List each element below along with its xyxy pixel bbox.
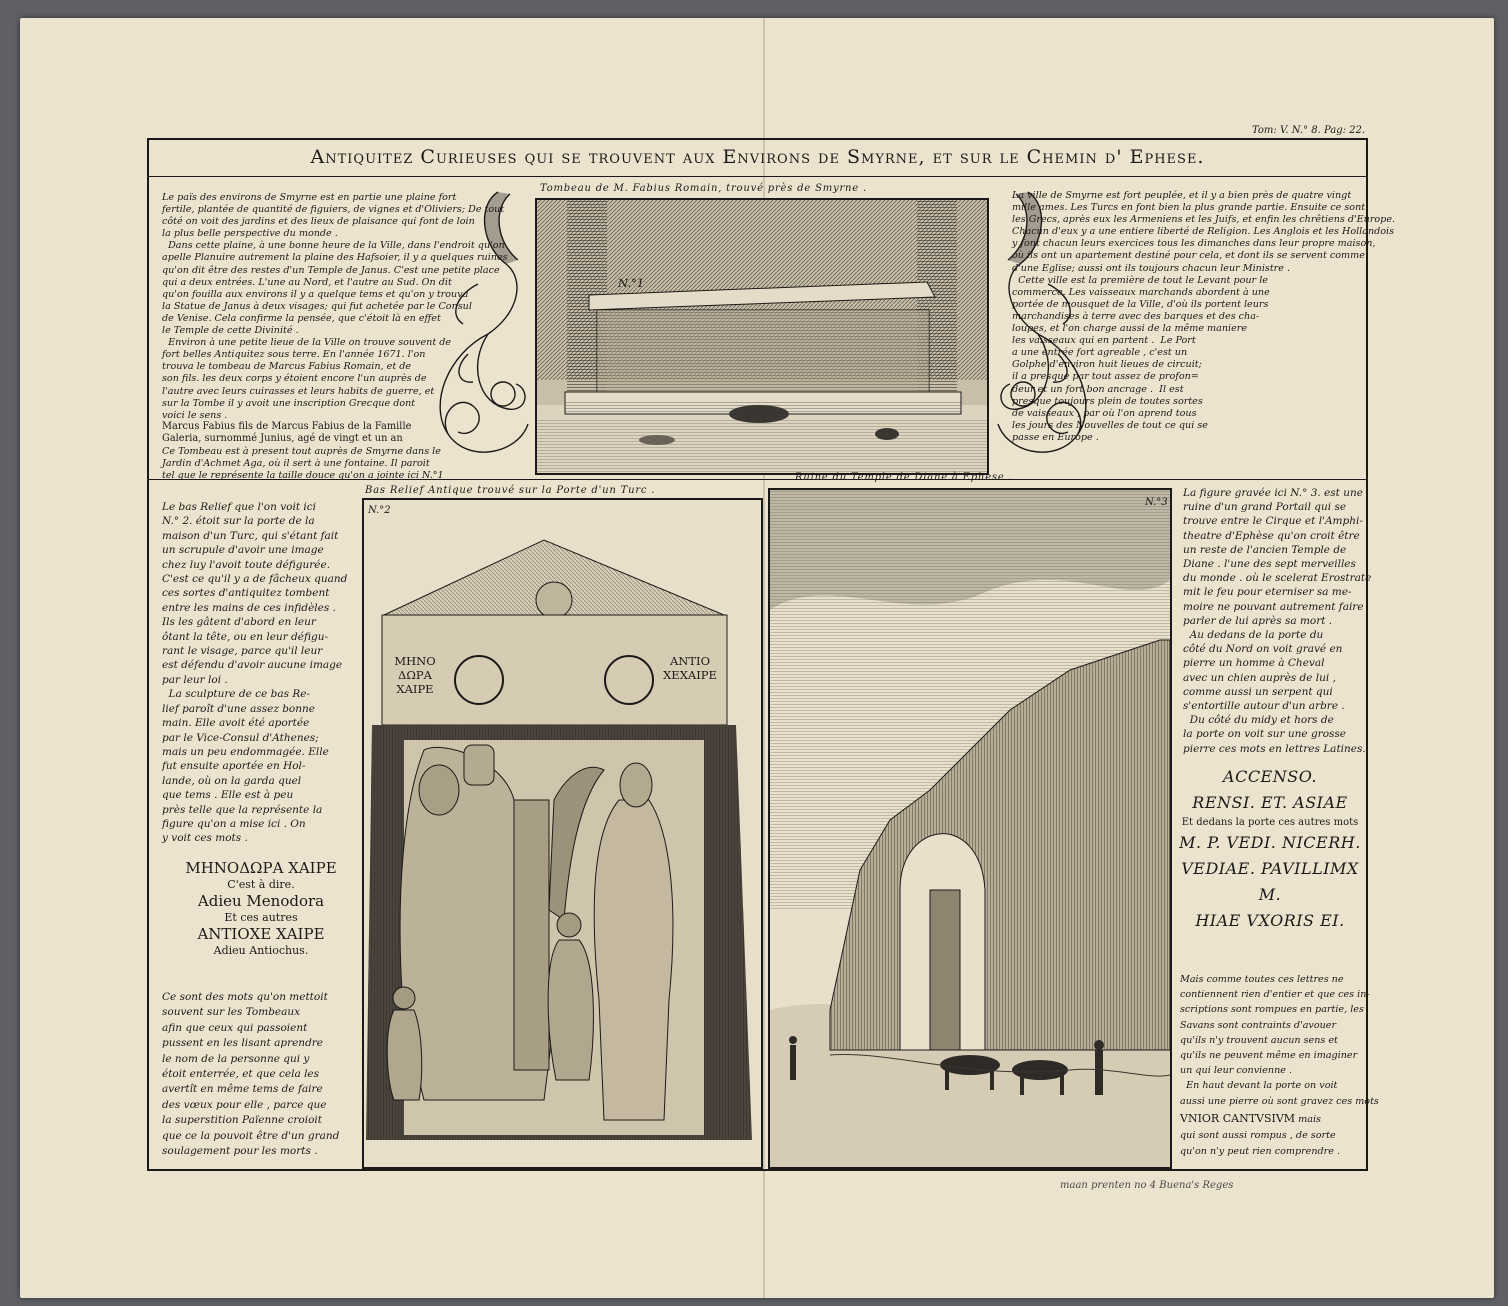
figure2-frame [362,498,763,1169]
greek-block [150,858,372,957]
text-left [162,500,347,846]
greek-line-1: ΜΗΝΟΔΩΡΑ ΧΑΙΡΕ [185,859,337,877]
text-right-end-line: En haut devant la porte on voit [1180,1080,1338,1092]
text-right-end [1180,972,1379,1109]
text-top-left-line: le Temple de cette Divinité . [162,325,299,337]
text-right-end-line: un qui leur convienne . [1180,1065,1293,1077]
lower-section-divider [149,479,1366,480]
text-top-right-line: loupes, et l'on charge aussi de la même maniere [1012,323,1248,335]
figure2-number: N.°2 [368,505,391,516]
text-right-line: moire ne pouvant autrement faire [1183,600,1364,613]
text-right-line: avec un chien auprès de lui , [1183,671,1336,684]
text-top-left-line: fertile, plantée de quantité de figuiers, de vignes et d'Oliviers; De tout [162,204,505,216]
text-top-left-line: qu'on fouilla aux environs il y a quelque tems et qu'on y trouva [162,288,469,300]
text-top-left-line: qui a deux entrées. L'une au Nord, et l'autre au Sud. On dit [162,276,452,288]
text-top-left-line: l'autre avec leurs cuirasses et leurs habits de guerre, et [162,385,435,397]
text-top-right-line: Cette ville est la première de tout le Levant pour le [1012,274,1268,286]
plate-title: Antiquitez Curieuses qui se trouvent aux Environs de Smyrne, et sur le Chemin d' Ephese. [310,146,1205,168]
tomb-engraving [537,200,987,473]
text-top-left-line: fort belles Antiquitez sous terre. En l'année 1671. l'on [162,349,426,361]
text-left-line: ôtant la tête, ou en leur défigu- [162,630,329,643]
latin-line-3: Et dedans la porte ces autres mots [1181,817,1359,828]
latin-block [1174,764,1366,934]
inscription-right-line-2: ΧΕΧΑΙΡΕ [663,668,717,682]
greek-line-6: Adieu Antiochus. [213,944,309,957]
text-top-left-line: sur la Tombe il y avoit une inscription Grecque dont [162,397,416,409]
inscription-right-line-1: ΑΝΤΙΟ [669,654,710,668]
text-right-end-line: qu'ils ne peuvent même en imaginer [1180,1050,1358,1062]
text-right-line: un reste de l'ancien Temple de [1183,543,1347,556]
text-right-end-line: qu'ils n'y trouvent aucun sens et [1180,1034,1338,1046]
text-top-left-end-line: Jardin d'Achmet Aga, où il sert à une fontaine. Il paroit [162,458,430,470]
text-left-end [162,990,339,1159]
latin-line-7: HIAE VXORIS EI. [1195,911,1345,930]
figure1-caption: Tombeau de M. Fabius Romain, trouvé près de Smyrne . [540,183,867,194]
text-top-right-line: a une entrée fort agreable , c'est un [1012,347,1188,359]
text-left-end-line: étoit enterrée, et que cela les [162,1068,320,1081]
inscription-left-line-2: ΔΩΡΑ [398,668,432,682]
acanthus-ornament-left [418,184,536,476]
text-top-right-line: les jours des Nouvelles de tout ce qui se [1012,419,1208,431]
text-left-end-line: pussent en les lisant aprendre [162,1037,324,1050]
relief-inscription-left [380,654,450,696]
text-left-line: est défendu d'avoir aucune image [162,659,343,672]
text-right-line: pierre ces mots en lettres Latines. [1183,742,1366,755]
text-top-left-line: la plus belle perspective du monde . [162,228,338,240]
relief-inscription-right [650,654,730,682]
text-top-left-end-line: Ce Tombeau est à present tout auprès de Smyrne dans le [162,446,441,457]
text-top-left-line: apelle Planuire autrement la plaine des Hafsoier, il y a quelques ruines [162,252,508,264]
text-left-line: près telle que la représente la [162,803,323,816]
text-right-line: pierre un homme à Cheval [1183,657,1325,670]
text-right-end-line: contiennent rien d'entier et que ces in- [1180,989,1370,1001]
text-left-end-line: que ce la pouvoit être d'un grand [162,1129,340,1142]
inscription-left-line-3: ΧΑΙΡΕ [396,682,434,696]
text-left-end-line: la superstition Païenne croioit [162,1114,323,1127]
text-top-left-line: voici le sens . [162,409,228,421]
text-right-line: Du côté du midy et hors de [1183,714,1334,727]
text-top-right-line: presque toujours plein de toutes sortes [1012,395,1203,407]
text-top-right-line: passe en Europe . [1012,431,1099,443]
text-top-right-line: deur et un fort bon ancrage . Il est [1012,383,1184,395]
text-right-last-after: mais [1295,1114,1321,1125]
text-right-last-line2: qui sont aussi rompus , de sorte [1180,1130,1336,1141]
text-top-right-line: de vaisseaux , par où l'on aprend tous [1012,407,1197,419]
greek-line-4: Et ces autres [224,911,298,924]
text-right-end-line: Mais comme toutes ces lettres ne [1180,974,1344,985]
text-right-line: Diane . l'une des sept merveilles [1183,558,1356,571]
text-top-left-end-line: tel que le représente la taille douce qu'on a jointe ici N.°1 [162,470,444,482]
text-top-right-line: Golphe d'environ huit lieues de circuit; [1012,359,1202,371]
bas-relief-engraving [364,500,761,1167]
text-right-line: côté du Nord on voit gravé en [1183,643,1343,656]
text-right-line: ruine d'un grand Portail qui se [1183,501,1347,514]
figure2-caption: Bas Relief Antique trouvé sur la Porte d'un Turc . [365,485,656,496]
text-top-right-line: marchandises à terre avec des barques et des cha- [1012,310,1260,322]
text-right-end-line: Savans sont contraints d'avouer [1180,1019,1337,1031]
text-right-line: mit le feu pour eterniser sa me- [1183,586,1352,599]
text-left-line: lande, où on la garda quel [162,774,302,787]
text-top-right-line: Chacun d'eux y a une entiere liberté de Religion. Les Anglois et les Hollandois [1012,226,1395,238]
text-top-left-line: qu'on dit être des restes d'un Temple de Janus. C'est une petite place [162,264,500,276]
figure3-frame [768,488,1172,1169]
text-left-line: par le Vice-Consul d'Athenes; [162,731,319,744]
text-right-end-line: scriptions sont rompues en partie, les [1180,1004,1364,1016]
latin-line-5: VEDIAE. PAVILLIMX [1181,859,1359,878]
text-top-left-line: Dans cette plaine, à une bonne heure de la Ville, dans l'endroit qu'on [162,240,505,252]
text-top-right-line: commerce. Les vaisseaux marchands abordent à une [1012,286,1270,298]
text-top-left-inscription [162,421,411,445]
text-left-end-line: soulagement pour les morts . [162,1145,318,1158]
text-top-right-line: y font chacun leurs exercices tous les dimanches dans leur propre maison, [1012,238,1376,250]
text-left-line: mais un peu endommagée. Elle [162,745,329,758]
text-top-right-line: portée de mousquet de la Ville, d'où ils portent leurs [1012,298,1269,310]
text-top-right-line: les vaisseaux qui en partent . Le Port [1012,335,1196,347]
text-left-line: N.° 2. étoit sur la porte de la [162,515,315,528]
greek-line-2: C'est à dire. [227,878,295,891]
text-left-line: fut ensuite aportée en Hol- [162,760,306,773]
text-right-line: du monde . où le scelerat Erostrate [1183,572,1372,585]
text-top-left-line: son fils. les deux corps y étoient encore l'un auprès de [162,373,427,385]
text-left-line: que tems . Elle est à peu [162,789,294,802]
greek-line-5: ΑΝΤΙΟΧΕ ΧΑΙΡΕ [197,925,325,943]
text-top-left-end [162,446,444,482]
text-left-end-line: afin que ceux qui passoient [162,1021,308,1034]
text-right-line: s'entortille autour d'un arbre . [1183,700,1345,713]
figure1-frame [535,198,989,475]
text-left-line: ces sortes d'antiquitez tombent [162,587,330,600]
text-top-left-line: Le païs des environs de Smyrne est en partie une plaine fort [162,192,457,203]
text-left-line: chez luy l'avoit toute défigurée. [162,558,331,571]
latin-line-4: M. P. VEDI. NICERH. [1179,833,1361,852]
text-right-end-line: aussi une pierre où sont gravez ces mots [1180,1095,1379,1107]
plate-reference: Tom: V. N.° 8. Pag: 22. [1252,125,1366,136]
text-left-line: entre les mains de ces infidèles . [162,601,336,614]
latin-line-2: RENSI. ET. ASIAE [1192,793,1348,812]
text-left-line: rant le visage, parce qu'il leur [162,645,323,658]
text-right-line: La figure gravée ici N.° 3. est une [1183,487,1363,499]
greek-line-3: Adieu Menodora [197,892,325,910]
text-top-left-inscription-line: Marcus Fabius fils de Marcus Fabius de la Famille [162,421,412,432]
text-top-left-line: Environ à une petite lieue de la Ville on trouve souvent de [162,337,452,349]
text-right [1183,486,1371,756]
text-left-end-line: Ce sont des mots qu'on mettoit [162,991,328,1003]
text-left-line: un scrupule d'avoir une image [162,544,324,557]
text-top-right-line: La ville de Smyrne est fort peuplée, et il y a bien près de quatre vingt [1012,190,1352,201]
text-left-line: lief paroît d'une assez bonne [162,702,315,715]
figure3-caption: Ruine du Temple de Diane à Ephese . [795,472,1013,483]
text-right-line: comme aussi un serpent qui [1183,685,1333,698]
text-top-left-line: de Venise. Cela confirme la pensée, que c'étoit là en effet [162,312,441,324]
text-left-line: y voit ces mots . [162,832,248,845]
text-top-right-line: les Grecs, après eux les Armeniens et les Juifs, et enfin les chrêtiens d'Europe. [1012,214,1396,226]
text-top-right-line: où ils ont un apartement destiné pour cela, et dont ils se servent comme [1012,250,1365,262]
text-left-line: main. Elle avoit été aportée [162,717,310,730]
text-right-line: trouve entre le Cirque et l'Amphi- [1183,515,1363,528]
text-top-right-line: il a presque par tout assez de profon= [1012,371,1199,383]
text-left-line: figure qu'on a mise ici . On [162,817,306,830]
text-top-left-inscription-line: Galeria, surnommé Junius, agé de vingt et un an [162,433,403,445]
text-left-line: maison d'un Turc, qui s'étant fait [162,529,339,542]
text-top-left-line: trouva le tombeau de Marcus Fabius Romain, et de [162,361,412,373]
title-divider [149,176,1366,177]
latin-line-6: M. [1258,885,1282,904]
handwritten-note: maan prenten no 4 Buena's Reges [1060,1180,1234,1191]
text-right-last-line3: qu'on n'y peut rien comprendre . [1180,1146,1341,1157]
text-left-end-line: avertît en même tems de faire [162,1083,323,1096]
inscription-left-line-1: ΜΗΝΟ [394,654,436,668]
text-right-line: la porte on voit sur une grosse [1183,728,1347,741]
text-left-line: La sculpture de ce bas Re- [162,688,310,701]
text-top-right-line: d'une Eglise; aussi ont ils toujours chacun leur Ministre . [1012,262,1291,274]
text-top-right-line: mille ames. Les Turcs en font bien la plus grande partie. Ensuite ce sont [1012,202,1366,214]
text-right-line: theatre d'Ephèse qu'on croit être [1183,529,1360,542]
figure3-number: N.°3 [1145,497,1168,508]
text-right-line: Au dedans de la porte du [1183,629,1324,642]
text-left-line: C'est ce qu'il y a de fâcheux quand [162,573,348,586]
text-left-end-line: le nom de la personne qui y [162,1052,310,1065]
text-top-left-line: la Statue de Janus à deux visages; qui fut achetée par le Consul [162,300,472,312]
text-left-end-line: des vœux pour elle , parce que [162,1098,327,1111]
text-right-last [1180,1111,1340,1160]
text-left-end-line: souvent sur les Tombeaux [162,1006,301,1019]
temple-ruin-engraving [770,490,1170,1167]
figure1-number: N.°1 [618,276,645,290]
text-top-right [1012,190,1395,444]
text-left-line: par leur loi . [162,673,228,686]
latin-last-words: VNIOR CANTVSIVM [1180,1112,1296,1125]
text-left-line: Le bas Relief que l'on voit ici [162,501,316,513]
text-top-left-line: côté on voit des jardins et des lieux de plaisance qui font de loin [162,216,475,228]
text-left-line: Ils les gâtent d'abord en leur [162,616,316,629]
latin-line-1: ACCENSO. [1223,767,1317,786]
text-right-line: parler de lui après sa mort . [1183,614,1333,627]
